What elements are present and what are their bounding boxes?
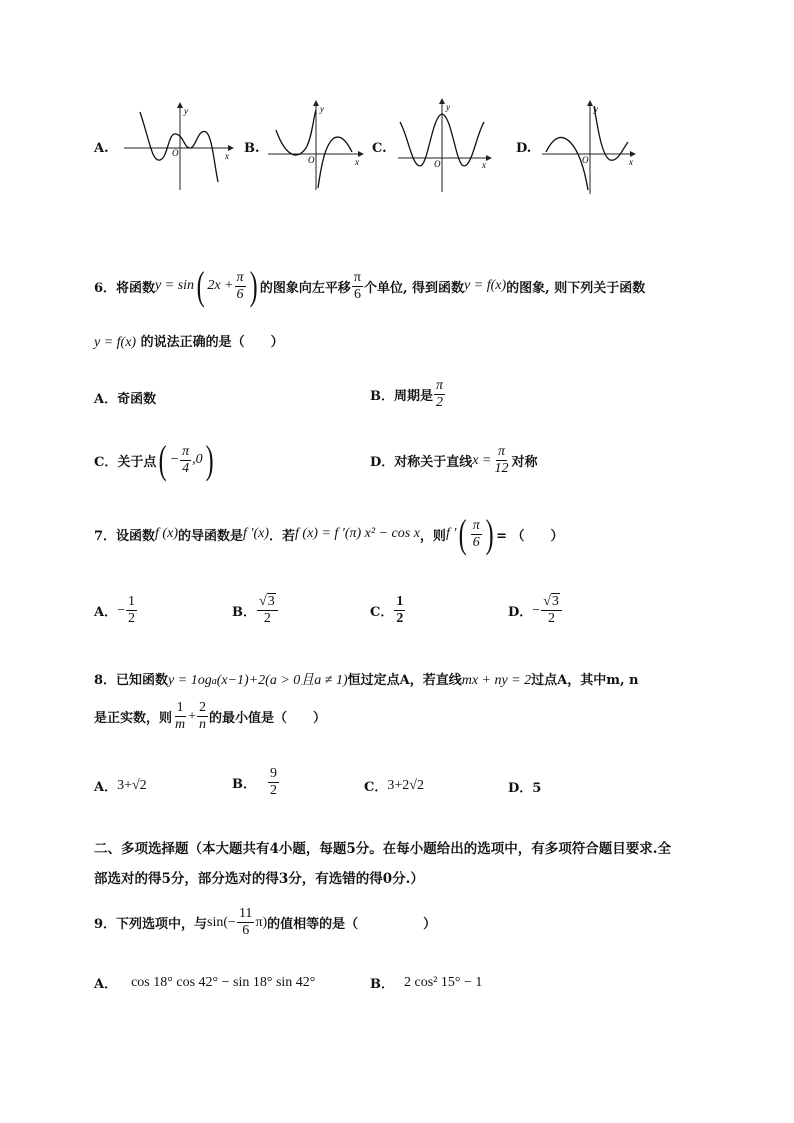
q6-fx: y = f(x) — [464, 278, 507, 293]
origin-label: O — [582, 155, 589, 165]
y-label: y — [594, 104, 598, 114]
question-6-line2 — [94, 331, 284, 351]
option-c-label: C. — [372, 141, 387, 156]
q6-text-after3: 的图象, 则下列关于函数 — [506, 280, 646, 296]
origin-label: O — [172, 148, 179, 158]
q8-option-c: C． 3+2√2 — [364, 777, 424, 795]
origin-label: O — [434, 159, 441, 169]
option-a-label: A. — [94, 141, 109, 156]
y-axis-arrow — [439, 98, 445, 104]
question-8-line2: 是正实数，则 $\frac{1}{m}$ + $\frac{2}{n}$ 的最小值是（ ） — [94, 700, 327, 732]
curve-d — [546, 106, 628, 190]
q8-option-d: D．5 — [508, 781, 542, 796]
q8-option-b: B． $\frac{9}{2}$ — [232, 766, 277, 798]
q9-option-b: B． 2 cos² 15° − 1 — [370, 974, 483, 992]
curve-b — [276, 110, 352, 188]
q6-option-d: D．对称关于直线 x = $\frac{\pi}{12}$ 对称 — [370, 444, 538, 476]
origin-label: O — [308, 155, 315, 165]
y-label: y — [446, 102, 450, 112]
q6-option-a: A．奇函数 — [94, 392, 157, 407]
q7-option-a: A． − $\frac{1}{2}$ — [94, 594, 135, 626]
q6-arg-frac: $\frac{\pi}{6}$ — [236, 269, 244, 302]
q9-option-a: A． cos 18° cos 42° − sin 18° sin 42° — [94, 974, 316, 992]
q6-b-frac: $\frac{\pi}{2}$ — [436, 378, 444, 410]
y-axis-arrow — [177, 102, 183, 108]
option-d-label: D. — [516, 141, 532, 156]
x-label: x — [629, 157, 633, 167]
q6-arg: 2x + — [207, 278, 234, 293]
x-label: x — [225, 151, 229, 161]
q6-option-b: B．周期是 $\frac{\pi}{2}$ — [370, 378, 444, 410]
graph-b — [266, 100, 366, 192]
q6-option-c: C．关于点 ( − $\frac{\pi}{4}$ ,0 ) — [94, 437, 214, 482]
question-8-line1: 8．已知函数 y = 1og a (x−1)+2(a > 0且a ≠ 1) 恒过定点A，若直线 mx + ny = 2 过点A，其中m, n — [94, 673, 639, 688]
option-b-label: B. — [244, 141, 260, 156]
q6-line2-text: 的说法正确的是（ ） — [140, 335, 284, 350]
q6-func: y = sin — [155, 278, 195, 293]
q6-line2-fx: y = f(x) — [94, 335, 137, 350]
q7-option-d: D． − $\frac{√3}{2}$ — [508, 594, 563, 627]
y-axis-arrow — [587, 100, 593, 106]
x-label: x — [482, 160, 486, 170]
q8-option-a: A． 3+√2 — [94, 777, 147, 795]
section-2-heading-line2: 部选对的得5分，部分选对的得3分，有选错的得0分.） — [94, 871, 424, 887]
q6-text-after: 的图象向左平移 — [259, 280, 351, 296]
q6-number: 6．将函数 — [94, 280, 156, 296]
curve-a — [140, 112, 218, 182]
graph-d — [540, 100, 640, 195]
graph-c — [396, 96, 496, 194]
q7-frac: $\frac{\pi}{6}$ — [472, 517, 480, 550]
y-axis-arrow — [313, 100, 319, 106]
q6-d-frac: $\frac{\pi}{12}$ — [494, 444, 509, 476]
q7-option-b: B． $\frac{√3}{2}$ — [232, 594, 279, 627]
graph-a — [124, 102, 234, 194]
question-6-line1: 6．将函数 y = sin ( 2x + $\frac{\pi}{6}$ ) 的图象向左平移 $\frac{\pi}{6}$ 个单位, 得到函数 y = f(x) 的图象, 则下列关于函数 — [94, 263, 646, 308]
x-axis-arrow — [486, 155, 492, 161]
q6-shift-frac: $\frac{\pi}{6}$ — [353, 269, 361, 302]
x-label: x — [355, 157, 359, 167]
question-9: 9．下列选项中，与 sin(− $\frac{11}{6}$ π) 的值相等的是（ ） — [94, 906, 437, 938]
q6-c-frac: $\frac{\pi}{4}$ — [182, 443, 190, 476]
section-2-heading-line1: 二、多项选择题（本大题共有4小题，每题5分。在每小题给出的选项中，有多项符合题目要求.全 — [94, 841, 671, 857]
question-7: 7．设函数 f (x) 的导函数是 f ′(x) ．若 f (x) = f ′(π) x² − cos x ，则 f ′ ( $\frac{\pi}{6}$ ) = （ ） — [94, 511, 564, 556]
y-label: y — [320, 104, 324, 114]
q7-option-c: C． $\frac{1}{2}$ — [370, 594, 404, 626]
y-label: y — [184, 106, 188, 116]
q6-text-after2: 个单位, 得到函数 — [363, 280, 465, 296]
